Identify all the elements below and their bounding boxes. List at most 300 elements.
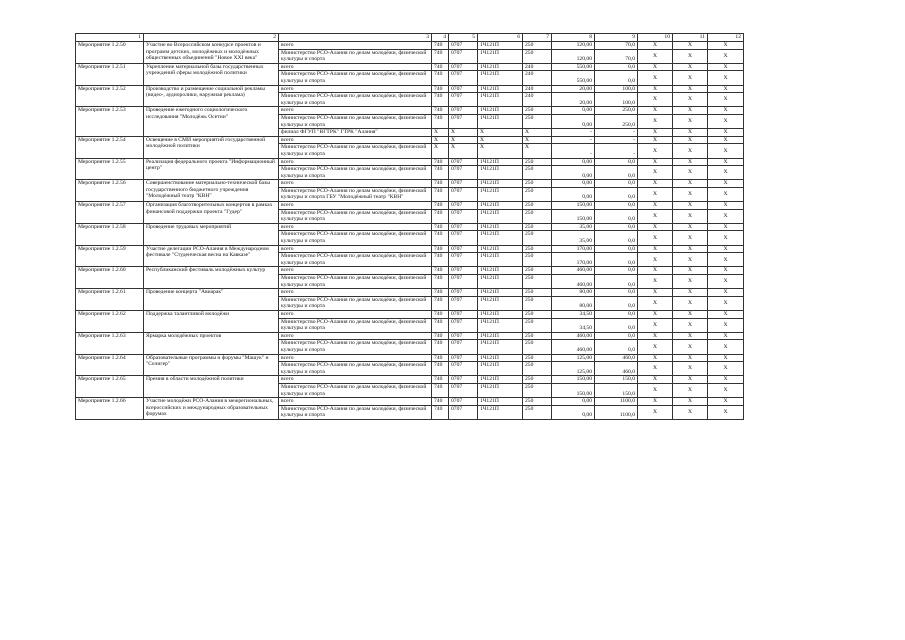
table-row	[76, 398, 744, 406]
value-cell-c9: 0,0	[595, 310, 638, 318]
measure-name-cell: Проведение трудовых мероприятий	[144, 223, 279, 245]
value-cell-c5: 0707	[449, 296, 478, 310]
measure-name-cell: Проведение концерта "Авиарак"	[144, 289, 279, 311]
value-cell-c11: Х	[673, 354, 708, 362]
value-cell-c12: Х	[708, 245, 744, 253]
value-cell-c9: 0,0	[595, 275, 638, 289]
value-cell-c9: 0,0	[595, 267, 638, 275]
executor-cell: всего	[279, 107, 432, 115]
value-cell-c11: Х	[673, 180, 708, 188]
value-cell-c9: 0,0	[595, 296, 638, 310]
executor-cell: всего	[279, 180, 432, 188]
value-cell-c10: Х	[638, 289, 673, 297]
col-header: 8	[552, 34, 595, 42]
executor-cell: Министерство РСО-Алания по делам молодёжи, физической культуры и спорта	[279, 296, 432, 310]
value-cell-c4: 740	[432, 187, 449, 201]
value-cell-c7: 250	[523, 376, 552, 384]
table-body	[76, 42, 744, 420]
value-cell-c7: 250	[523, 267, 552, 275]
col-header: 2	[144, 34, 279, 42]
value-cell-c7: 240	[523, 71, 552, 85]
value-cell-c7: 250	[523, 180, 552, 188]
value-cell-c5: 0707	[449, 187, 478, 201]
value-cell-c8: 35,00	[552, 231, 595, 245]
value-cell-c7: Х	[523, 129, 552, 137]
measure-name-cell: Совершенствование материально-технической базы государственного бюджетного учреждения "Молодёжный театр "КВН"	[144, 180, 279, 202]
value-cell-c6: 1Ч121П	[478, 332, 523, 340]
value-cell-c5: Х	[449, 136, 478, 144]
value-cell-c11: Х	[673, 405, 708, 419]
value-cell-c4: 740	[432, 166, 449, 180]
value-cell-c6: 1Ч121П	[478, 376, 523, 384]
value-cell-c4: 740	[432, 49, 449, 63]
value-cell-c8: 0,00	[552, 187, 595, 201]
value-cell-c9: 0,0	[595, 71, 638, 85]
measure-name-cell: Участие молодёжи РСО-Алания в межрегиональных, всероссийских и международных образовательных форумах	[144, 398, 279, 420]
value-cell-c5: 0707	[449, 71, 478, 85]
value-cell-c11: Х	[673, 245, 708, 253]
value-cell-c7: 240	[523, 63, 552, 71]
executor-cell: Министерство РСО-Алания по делам молодёжи, физической культуры и спорта	[279, 93, 432, 107]
value-cell-c5: 0707	[449, 245, 478, 253]
value-cell-c9: 250,0	[595, 114, 638, 128]
value-cell-c4: 740	[432, 332, 449, 340]
measure-name-cell: Премия в области молодёжной политики	[144, 376, 279, 398]
value-cell-c12: Х	[708, 107, 744, 115]
executor-cell: всего	[279, 289, 432, 297]
value-cell-c6: 1Ч121П	[478, 318, 523, 332]
value-cell-c4: 740	[432, 383, 449, 397]
value-cell-c11: Х	[673, 223, 708, 231]
table-row	[76, 136, 744, 144]
value-cell-c8: 34,50	[552, 310, 595, 318]
value-cell-c9: 100,0	[595, 85, 638, 93]
value-cell-c5: 0707	[449, 405, 478, 419]
value-cell-c11: Х	[673, 383, 708, 397]
value-cell-c12: Х	[708, 267, 744, 275]
col-header: 1	[76, 34, 144, 42]
value-cell-c5: 0707	[449, 85, 478, 93]
value-cell-c4: 740	[432, 71, 449, 85]
value-cell-c10: Х	[638, 340, 673, 354]
value-cell-c12: Х	[708, 202, 744, 210]
value-cell-c4: 740	[432, 180, 449, 188]
value-cell-c4: 740	[432, 158, 449, 166]
value-cell-c11: Х	[673, 107, 708, 115]
col-header: 11	[673, 34, 708, 42]
value-cell-c4: 740	[432, 231, 449, 245]
table-row	[76, 267, 744, 275]
value-cell-c8: 80,00	[552, 289, 595, 297]
value-cell-c12: Х	[708, 187, 744, 201]
value-cell-c6: Х	[478, 129, 523, 137]
col-header: 12	[708, 34, 744, 42]
value-cell-c6: 1Ч121П	[478, 93, 523, 107]
value-cell-c10: Х	[638, 158, 673, 166]
value-cell-c8: -	[552, 144, 595, 158]
table-row	[76, 332, 744, 340]
executor-cell: Министерство РСО-Алания по делам молодёжи, физической культуры и спорта ГБУ "Молодёжный театр "КВН"	[279, 187, 432, 201]
value-cell-c9: 0,0	[595, 231, 638, 245]
measure-number-cell: Мероприятие 1.2.60	[76, 267, 144, 289]
value-cell-c10: Х	[638, 42, 673, 50]
measure-name-cell: Производство и размещение социальной рекламы (видео-, аудиоролики, наружная реклама)	[144, 85, 279, 107]
value-cell-c12: Х	[708, 398, 744, 406]
value-cell-c12: Х	[708, 63, 744, 71]
value-cell-c5: 0707	[449, 223, 478, 231]
value-cell-c6: 1Ч121П	[478, 180, 523, 188]
value-cell-c10: Х	[638, 71, 673, 85]
value-cell-c12: Х	[708, 376, 744, 384]
value-cell-c6: 1Ч121П	[478, 85, 523, 93]
value-cell-c8: 0,00	[552, 166, 595, 180]
value-cell-c9: 0,0	[595, 289, 638, 297]
value-cell-c5: 0707	[449, 158, 478, 166]
value-cell-c11: Х	[673, 267, 708, 275]
value-cell-c10: Х	[638, 231, 673, 245]
value-cell-c8: 550,00	[552, 63, 595, 71]
value-cell-c7: 250	[523, 405, 552, 419]
value-cell-c11: Х	[673, 296, 708, 310]
value-cell-c7: Х	[523, 144, 552, 158]
value-cell-c11: Х	[673, 209, 708, 223]
value-cell-c9: 250,0	[595, 107, 638, 115]
measure-number-cell: Мероприятие 1.2.54	[76, 136, 144, 158]
measure-number-cell: Мероприятие 1.2.61	[76, 289, 144, 311]
value-cell-c4: 740	[432, 354, 449, 362]
value-cell-c7: 240	[523, 93, 552, 107]
value-cell-c7: 250	[523, 362, 552, 376]
value-cell-c5: 0707	[449, 209, 478, 223]
col-header: 4	[432, 34, 449, 42]
measure-number-cell: Мероприятие 1.2.65	[76, 376, 144, 398]
value-cell-c4: 740	[432, 85, 449, 93]
value-cell-c5: 0707	[449, 318, 478, 332]
value-cell-c9: 0,0	[595, 332, 638, 340]
value-cell-c11: Х	[673, 136, 708, 144]
value-cell-c4: 740	[432, 362, 449, 376]
value-cell-c7: 250	[523, 107, 552, 115]
value-cell-c7: 250	[523, 245, 552, 253]
value-cell-c6: 1Ч121П	[478, 310, 523, 318]
col-header: 3	[279, 34, 432, 42]
value-cell-c7: 250	[523, 296, 552, 310]
measure-number-cell: Мероприятие 1.2.51	[76, 63, 144, 85]
value-cell-c5: Х	[449, 144, 478, 158]
measure-number-cell: Мероприятие 1.2.58	[76, 223, 144, 245]
measure-number-cell: Мероприятие 1.2.55	[76, 158, 144, 180]
col-header: 6	[478, 34, 523, 42]
value-cell-c6: 1Ч121П	[478, 223, 523, 231]
value-cell-c6: 1Ч121П	[478, 405, 523, 419]
value-cell-c5: 0707	[449, 376, 478, 384]
value-cell-c8: 80,00	[552, 296, 595, 310]
value-cell-c11: Х	[673, 340, 708, 354]
value-cell-c6: 1Ч121П	[478, 398, 523, 406]
value-cell-c5: 0707	[449, 42, 478, 50]
executor-cell: всего	[279, 223, 432, 231]
value-cell-c10: Х	[638, 318, 673, 332]
value-cell-c11: Х	[673, 376, 708, 384]
value-cell-c12: Х	[708, 209, 744, 223]
measure-number-cell: Мероприятие 1.2.62	[76, 310, 144, 332]
value-cell-c6: 1Ч121П	[478, 296, 523, 310]
value-cell-c6: 1Ч121П	[478, 231, 523, 245]
value-cell-c10: Х	[638, 180, 673, 188]
value-cell-c10: Х	[638, 209, 673, 223]
value-cell-c12: Х	[708, 85, 744, 93]
value-cell-c5: Х	[449, 129, 478, 137]
value-cell-c11: Х	[673, 85, 708, 93]
value-cell-c6: 1Ч121П	[478, 253, 523, 267]
value-cell-c12: Х	[708, 362, 744, 376]
table-row	[76, 245, 744, 253]
value-cell-c6: 1Ч121П	[478, 49, 523, 63]
measure-name-cell: Укрепление материальной базы государственных учреждений сферы молодёжной политики	[144, 63, 279, 85]
value-cell-c11: Х	[673, 362, 708, 376]
executor-cell: Министерство РСО-Алания по делам молодёжи, физической культуры и спорта	[279, 362, 432, 376]
measure-number-cell: Мероприятие 1.2.52	[76, 85, 144, 107]
value-cell-c5: 0707	[449, 107, 478, 115]
value-cell-c6: 1Ч121П	[478, 71, 523, 85]
value-cell-c8: 0,00	[552, 398, 595, 406]
value-cell-c4: 740	[432, 267, 449, 275]
value-cell-c10: Х	[638, 354, 673, 362]
value-cell-c11: Х	[673, 114, 708, 128]
value-cell-c11: Х	[673, 318, 708, 332]
value-cell-c4: 740	[432, 42, 449, 50]
value-cell-c7: 250	[523, 158, 552, 166]
executor-cell: Министерство РСО-Алания по делам молодёжи, физической культуры и спорта	[279, 253, 432, 267]
executor-cell: Министерство РСО-Алания по делам молодёжи, физической культуры и спорта	[279, 144, 432, 158]
value-cell-c6: 1Ч121П	[478, 42, 523, 50]
value-cell-c5: 0707	[449, 289, 478, 297]
table-row	[76, 310, 744, 318]
value-cell-c8: 0,00	[552, 107, 595, 115]
value-cell-c12: Х	[708, 275, 744, 289]
budget-table	[75, 33, 744, 420]
value-cell-c6: 1Ч121П	[478, 354, 523, 362]
value-cell-c5: 0707	[449, 180, 478, 188]
measure-name-cell: Освещение в СМИ мероприятий государственной молодёжной политики	[144, 136, 279, 158]
value-cell-c7: 250	[523, 289, 552, 297]
value-cell-c6: Х	[478, 144, 523, 158]
value-cell-c5: 0707	[449, 93, 478, 107]
value-cell-c8: 0,00	[552, 114, 595, 128]
value-cell-c10: Х	[638, 405, 673, 419]
col-header: 10	[638, 34, 673, 42]
measure-number-cell: Мероприятие 1.2.53	[76, 107, 144, 136]
value-cell-c8: 150,00	[552, 383, 595, 397]
value-cell-c10: Х	[638, 223, 673, 231]
executor-cell: всего	[279, 136, 432, 144]
executor-cell: всего	[279, 245, 432, 253]
value-cell-c9: 0,0	[595, 245, 638, 253]
value-cell-c4: 740	[432, 289, 449, 297]
value-cell-c9: 0,0	[595, 187, 638, 201]
value-cell-c9: -	[595, 144, 638, 158]
measure-number-cell: Мероприятие 1.2.66	[76, 398, 144, 420]
value-cell-c6: 1Ч121П	[478, 114, 523, 128]
value-cell-c8: -	[552, 129, 595, 137]
value-cell-c9: 0,0	[595, 180, 638, 188]
value-cell-c8: 125,00	[552, 354, 595, 362]
executor-cell: Министерство РСО-Алания по делам молодёжи, физической культуры и спорта	[279, 340, 432, 354]
value-cell-c9: 70,0	[595, 49, 638, 63]
value-cell-c8: 150,00	[552, 376, 595, 384]
value-cell-c7: 250	[523, 398, 552, 406]
value-cell-c8: 460,00	[552, 267, 595, 275]
value-cell-c10: Х	[638, 187, 673, 201]
value-cell-c11: Х	[673, 253, 708, 267]
value-cell-c11: Х	[673, 398, 708, 406]
value-cell-c8: 20,00	[552, 85, 595, 93]
value-cell-c8: 0,00	[552, 180, 595, 188]
executor-cell: Министерство РСО-Алания по делам молодёжи, физической культуры и спорта	[279, 318, 432, 332]
executor-cell: всего	[279, 310, 432, 318]
value-cell-c9: 0,0	[595, 253, 638, 267]
value-cell-c9: 0,0	[595, 166, 638, 180]
executor-cell: Министерство РСО-Алания по делам молодёжи, физической культуры и спорта	[279, 49, 432, 63]
value-cell-c9: 150,0	[595, 383, 638, 397]
value-cell-c5: 0707	[449, 332, 478, 340]
value-cell-c6: 1Ч121П	[478, 187, 523, 201]
value-cell-c10: Х	[638, 362, 673, 376]
table-row	[76, 202, 744, 210]
value-cell-c5: 0707	[449, 275, 478, 289]
value-cell-c4: 740	[432, 376, 449, 384]
executor-cell: всего	[279, 354, 432, 362]
value-cell-c12: Х	[708, 180, 744, 188]
value-cell-c12: Х	[708, 93, 744, 107]
table-row	[76, 63, 744, 71]
executor-cell: всего	[279, 267, 432, 275]
measure-name-cell: Участие во Всероссийском конкурсе проектов и программ детских, молодёжных и молодёжных общественных объединений "Новое ХХI века"	[144, 42, 279, 64]
measure-name-cell: Ярмарка молодёжных проектов	[144, 332, 279, 354]
value-cell-c4: 740	[432, 245, 449, 253]
table-row	[76, 180, 744, 188]
value-cell-c5: 0707	[449, 362, 478, 376]
table-row	[76, 42, 744, 50]
value-cell-c12: Х	[708, 158, 744, 166]
measure-name-cell: Проведение ежегодного социологического исследования "Молодёжь Осетии"	[144, 107, 279, 136]
value-cell-c7: 250	[523, 275, 552, 289]
value-cell-c12: Х	[708, 340, 744, 354]
value-cell-c11: Х	[673, 93, 708, 107]
value-cell-c10: Х	[638, 383, 673, 397]
value-cell-c11: Х	[673, 310, 708, 318]
executor-cell: всего	[279, 63, 432, 71]
value-cell-c8: 120,00	[552, 42, 595, 50]
value-cell-c8: 0,00	[552, 405, 595, 419]
table-row	[76, 354, 744, 362]
value-cell-c12: Х	[708, 71, 744, 85]
value-cell-c9: 100,0	[595, 93, 638, 107]
value-cell-c11: Х	[673, 49, 708, 63]
value-cell-c5: 0707	[449, 49, 478, 63]
value-cell-c9: 0,0	[595, 318, 638, 332]
value-cell-c4: 740	[432, 405, 449, 419]
value-cell-c10: Х	[638, 136, 673, 144]
measure-number-cell: Мероприятие 1.2.63	[76, 332, 144, 354]
value-cell-c10: Х	[638, 129, 673, 137]
value-cell-c6: 1Ч121П	[478, 275, 523, 289]
value-cell-c11: Х	[673, 42, 708, 50]
value-cell-c11: Х	[673, 71, 708, 85]
value-cell-c6: 1Ч121П	[478, 107, 523, 115]
executor-cell: всего	[279, 42, 432, 50]
value-cell-c8: 34,50	[552, 318, 595, 332]
value-cell-c10: Х	[638, 85, 673, 93]
executor-cell: Министерство РСО-Алания по делам молодёжи, физической культуры и спорта	[279, 114, 432, 128]
measure-number-cell: Мероприятие 1.2.50	[76, 42, 144, 64]
executor-cell: всего	[279, 202, 432, 210]
value-cell-c12: Х	[708, 129, 744, 137]
value-cell-c4: Х	[432, 144, 449, 158]
executor-cell: Министерство РСО-Алания по делам молодёжи, физической культуры и спорта	[279, 383, 432, 397]
column-number-row	[76, 34, 744, 42]
value-cell-c10: Х	[638, 310, 673, 318]
value-cell-c7: 250	[523, 49, 552, 63]
value-cell-c8: 0,00	[552, 158, 595, 166]
value-cell-c7: 250	[523, 202, 552, 210]
value-cell-c7: 250	[523, 223, 552, 231]
executor-cell: Министерство РСО-Алания по делам молодёжи, физической культуры и спорта	[279, 71, 432, 85]
value-cell-c8: 20,00	[552, 93, 595, 107]
measure-name-cell: Республиканский фестиваль молодёжных культур	[144, 267, 279, 289]
value-cell-c9: 1100,0	[595, 398, 638, 406]
value-cell-c9: 0,0	[595, 202, 638, 210]
value-cell-c6: 1Ч121П	[478, 63, 523, 71]
value-cell-c5: 0707	[449, 202, 478, 210]
value-cell-c12: Х	[708, 405, 744, 419]
value-cell-c10: Х	[638, 63, 673, 71]
value-cell-c8: -	[552, 136, 595, 144]
value-cell-c7: 250	[523, 187, 552, 201]
value-cell-c4: Х	[432, 129, 449, 137]
measure-name-cell: Участие делегации РСО-Алания в Международном фестивале "Студенческая весна на Кавказе"	[144, 245, 279, 267]
measure-name-cell: Организация благотворительных концертов в рамках финансовой поддержки проекта "Гудер"	[144, 202, 279, 224]
value-cell-c8: 460,00	[552, 275, 595, 289]
measure-number-cell: Мероприятие 1.2.59	[76, 245, 144, 267]
value-cell-c7: 250	[523, 332, 552, 340]
measure-number-cell: Мероприятие 1.2.64	[76, 354, 144, 376]
budget-table-sheet	[75, 33, 744, 420]
value-cell-c11: Х	[673, 144, 708, 158]
value-cell-c5: 0707	[449, 114, 478, 128]
value-cell-c9: -	[595, 136, 638, 144]
value-cell-c10: Х	[638, 398, 673, 406]
value-cell-c10: Х	[638, 296, 673, 310]
value-cell-c4: 740	[432, 63, 449, 71]
value-cell-c9: 0,0	[595, 340, 638, 354]
value-cell-c12: Х	[708, 253, 744, 267]
value-cell-c7: 250	[523, 383, 552, 397]
value-cell-c8: 460,00	[552, 332, 595, 340]
value-cell-c6: 1Ч121П	[478, 209, 523, 223]
value-cell-c9: 1100,0	[595, 405, 638, 419]
value-cell-c8: 170,00	[552, 245, 595, 253]
value-cell-c4: 740	[432, 310, 449, 318]
value-cell-c8: 550,00	[552, 71, 595, 85]
value-cell-c5: 0707	[449, 267, 478, 275]
executor-cell: филиал ФГУП "ВГТРК" ГТРК "Алания"	[279, 129, 432, 137]
value-cell-c12: Х	[708, 144, 744, 158]
value-cell-c7: 250	[523, 340, 552, 354]
value-cell-c11: Х	[673, 332, 708, 340]
value-cell-c4: 740	[432, 340, 449, 354]
executor-cell: Министерство РСО-Алания по делам молодёжи, физической культуры и спорта	[279, 166, 432, 180]
